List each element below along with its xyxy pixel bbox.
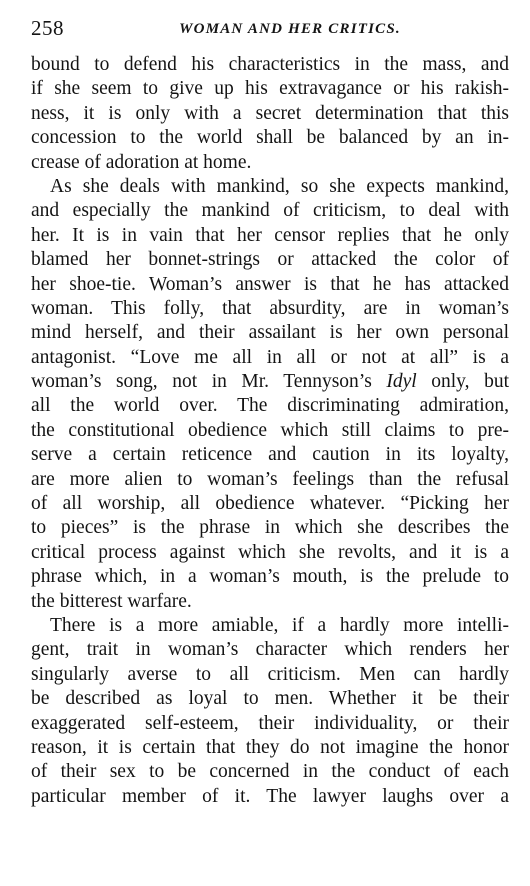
text-line: exaggerated self-esteem, their individuality, or their	[31, 712, 509, 734]
text-line: her. It is in vain that her censor replies that he only	[31, 224, 509, 246]
italic-title: Idyl	[386, 371, 417, 393]
text-line: of their sex to be concerned in the conduct of each	[31, 761, 509, 783]
text-span: woman’s song, not in Mr. Tennyson’s	[31, 371, 387, 393]
text-line: the bitterest warfare.	[31, 590, 192, 612]
text-line: ness, it is only with a secret determination that this	[31, 102, 509, 124]
text-line: antagonist. “Love me all in all or not at all” is a	[31, 346, 509, 368]
text-line: all the world over. The discriminating admiration,	[31, 395, 509, 417]
text-line: reason, it is certain that they do not imagine the honor	[31, 736, 509, 758]
text-line: her shoe-tie. Woman’s answer is that he has attacked	[31, 273, 509, 295]
running-title: WOMAN AND HER CRITICS.	[179, 21, 401, 37]
text-line: blamed her bonnet-strings or attacked the color of	[31, 249, 509, 271]
text-span: only, but	[416, 371, 509, 393]
text-line: There is a more amiable, if a hardly more intelli-	[50, 614, 509, 636]
text-line: serve a certain reticence and caution in its loyalty,	[31, 444, 509, 466]
text-line: the constitutional obedience which still claims to pre-	[31, 419, 509, 441]
text-line: be described as loyal to men. Whether it be their	[31, 688, 509, 710]
page-number: 258	[31, 16, 64, 40]
running-head	[31, 14, 509, 42]
text-line: and especially the mankind of criticism, to deal with	[31, 200, 509, 222]
text-line: woman. This folly, that absurdity, are in woman’s	[31, 297, 509, 319]
text-line: particular member of it. The lawyer laughs over a	[31, 785, 509, 807]
text-line: concession to the world shall be balanced by an in-	[31, 127, 509, 149]
text-line: crease of adoration at home.	[31, 151, 252, 173]
body-text	[31, 53, 509, 809]
text-line: mind herself, and their assailant is her own personal	[31, 322, 509, 344]
text-line: are more alien to woman’s feelings than the refusal	[31, 468, 509, 490]
text-line	[31, 370, 509, 394]
text-line: singularly averse to all criticism. Men can hardly	[31, 663, 509, 685]
text-line: gent, trait in woman’s character which renders her	[31, 639, 509, 661]
text-line: As she deals with mankind, so she expects mankind,	[50, 175, 509, 197]
text-line: critical process against which she revolts, and it is a	[31, 541, 509, 563]
text-line: to pieces” is the phrase in which she describes the	[31, 517, 509, 539]
text-line: of all worship, all obedience whatever. “Picking her	[31, 493, 509, 515]
text-line: if she seem to give up his extravagance or his rakish-	[31, 78, 509, 100]
text-line: phrase which, in a woman’s mouth, is the prelude to	[31, 566, 509, 588]
text-line: bound to defend his characteristics in the mass, and	[31, 54, 509, 75]
